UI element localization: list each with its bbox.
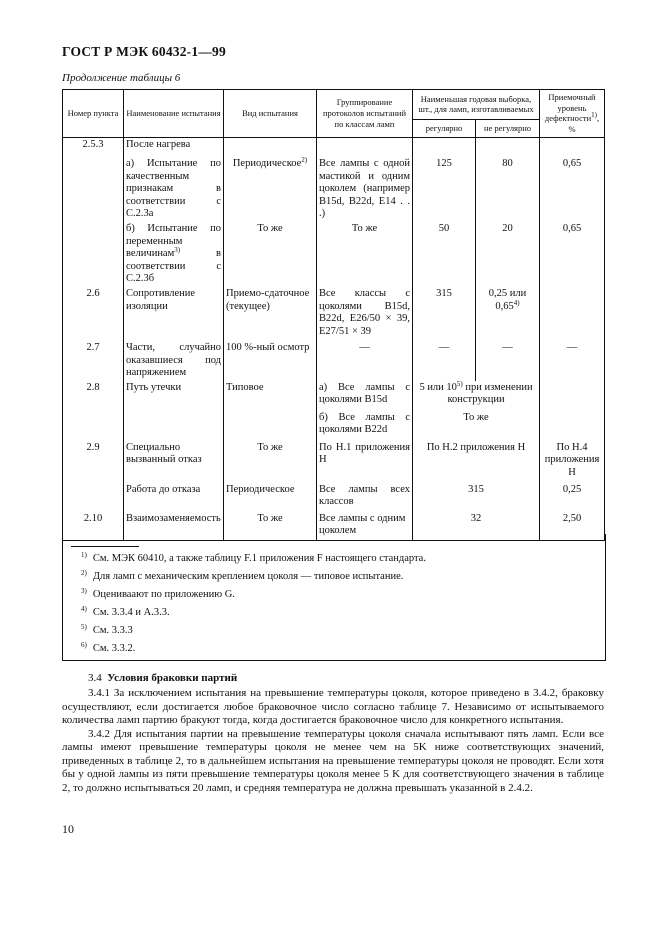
cell-test-kind [224,157,317,222]
col-header-number: Номер пункта [63,90,124,138]
table-row [63,381,605,411]
footnote-text: См. 3.3.4 и А.3.3. [92,607,170,618]
cell-test-name: Работа до отказа [124,483,224,512]
footnote-mark: 2) [301,156,308,164]
section-heading [88,672,237,686]
col-header-acceptance-level [540,90,605,138]
cell-grouping: То же [317,222,413,287]
cell-regular: 315 [413,287,476,341]
cell-test-kind: Приемо-сдаточное (текущее) [224,287,317,341]
cell-test-name: Путь утечки [124,381,224,411]
table-row [63,287,605,341]
acceptance-footnote-mark: 1) [591,111,597,120]
cell-grouping: а) Все лампы с цоколями B15d [317,381,413,411]
footnote-mark: 5) [81,623,87,631]
footnotes-box [62,534,606,661]
col-header-grouping: Группирование протоколов испытаний по классам ламп [317,90,413,138]
footnote-mark: 3) [174,246,181,255]
cell-irregular: — [476,341,540,381]
footnote-mark: 4) [81,605,87,613]
cell-regular: 50 [413,222,476,287]
cell-acceptance: — [540,341,605,381]
test-name-text: б) Испытание по переменным величинам [126,222,221,260]
sample-span-text-cont: при изменении конструкции [447,381,533,406]
col-header-test-kind: Вид испытания [224,90,317,138]
cell-number: 2.5.3 [63,137,124,157]
cell-test-name: Части, случайно оказавшиеся под напряжением [124,341,224,381]
footnote [81,589,235,600]
paragraph-3-4-1: 3.4.1 За исключением испытания на превышение температуры цоколя, которое приведено в 3.4.2, браковку осуществляют, если достигается любое браковочное число согласно таблице 7. Независимо от испытываемого количества ламп партию бракуют тогда, когда достигается браковочное число для конкретного испытания. [62,687,604,726]
test-kind-text: Периодическое [232,158,302,169]
cell-test-kind: То же [224,441,317,483]
cell-irregular [476,287,540,341]
table-row [63,222,605,287]
cell-regular: 125 [413,157,476,222]
table-row [63,483,605,512]
table-row [63,411,605,441]
cell-regular: — [413,341,476,381]
section-body [62,687,604,795]
col-header-annual-sample: Наименьшая годовая выборка, шт., для ламп, изготавливаемых [413,90,540,120]
cell-acceptance: 0,65 [540,157,605,222]
cell-grouping: Все лампы всех классов [317,483,413,512]
cell-test-name: Специально вызванный отказ [124,441,224,483]
footnote-mark: 1) [81,551,87,559]
footnote [81,553,426,564]
acceptance-unit: , % [568,113,600,134]
cell-test-name: Взаимозаменяемость [124,512,224,541]
cell-grouping: Все лампы с одним цоколем [317,512,413,541]
footnote-mark: 3) [81,587,87,595]
cell-acceptance: 2,50 [540,512,605,541]
footnote-text: См. МЭК 60410, а также таблицу F.1 приложения F настоящего стандарта. [92,553,426,564]
cell-sample-span: По Н.2 приложения Н [413,441,540,483]
section-title: Условия браковки партий [107,672,238,684]
footnote-text: См. 3.3.3 [92,625,133,636]
cell-test-name: После нагрева [124,137,224,157]
cell-irregular: 80 [476,157,540,222]
footnote-mark: 6) [81,641,87,649]
footnote-text: Оцениваают по приложению G. [92,589,235,600]
footnote-mark: 4) [513,298,520,307]
table-6 [62,89,605,541]
col-header-test-name: Наименование испытания [124,90,224,138]
footnote-text: См. 3.3.2. [92,643,136,654]
table-row [63,137,605,157]
test-name-text-cont: в соответствии с С.2.3б [126,248,221,285]
footnote [81,571,403,582]
table-row [63,441,605,483]
acceptance-level-text: Приемочный уровень дефектности [544,92,596,124]
cell-test-kind: Периодическое [224,483,317,512]
cell-number: 2.8 [63,381,124,411]
cell-number: 2.9 [63,441,124,483]
cell-test-kind: То же [224,222,317,287]
footnote-text: Для ламп с механическим креплением цоколя — типовое испытание. [92,571,404,582]
cell-sample-span: 315 [413,483,540,512]
cell-number: 2.10 [63,512,124,541]
page-number: 10 [62,822,74,836]
cell-number: 2.6 [63,287,124,341]
col-header-irregular: не регулярно [476,119,540,137]
table-row [63,341,605,381]
footnote [81,643,135,654]
cell-sample-span: 32 [413,512,540,541]
cell-test-kind: 100 %-ный осмотр [224,341,317,381]
cell-grouping: Все классы с цоколями B15d, B22d, E26/50 × 39, E27/51 × 39 [317,287,413,341]
irregular-text: 0,25 или 0,65 [488,287,527,312]
cell-test-kind: Типовое [224,381,317,411]
cell-sample-span [413,381,540,411]
table-row [63,157,605,222]
sample-span-text: 5 или 10 [419,381,457,393]
section-number: 3.4 [88,672,102,684]
cell-grouping: б) Все лампы с цоколями B22d [317,411,413,441]
standard-header: ГОСТ Р МЭК 60432-1—99 [62,44,226,59]
footnote [81,607,170,618]
cell-sample-span: То же [413,411,540,441]
cell-test-name: а) Испытание по качественным признакам в соответствии с С.2.3а [124,157,224,222]
table-continuation-caption: Продолжение таблицы 6 [62,72,181,84]
cell-irregular: 20 [476,222,540,287]
footnote-separator [71,546,139,547]
footnote [81,625,133,636]
table-header-row [63,90,605,120]
paragraph-3-4-2: 3.4.2 Для испытания партии на превышение температуры цоколя сначала испытывают пять ламп. Если все лампы имеют превышение температуры цоколя не менее чем на 5K ниже соответствующих значений, приведенных в таблице 2, то в дальнейшем испытания на превышение температуры цоколя не проводят. Если хотя бы у одной лампы из пяти превышение температуры цоколя менее 5 K для соответствующего значения в таблице 2, то должно испытываться 20 ламп, и средняя температура не должна превышать указанной в 2.4.2. [62,727,604,794]
footnote-mark: 2) [81,569,87,577]
cell-acceptance: По Н.4 приложения Н [540,441,605,483]
cell-test-name [124,222,224,287]
col-header-regular: регулярно [413,119,476,137]
cell-test-name: Сопротивление изоляции [124,287,224,341]
cell-acceptance: 0,65 [540,222,605,287]
footnote-mark: 5) [456,379,463,388]
cell-acceptance: 0,25 [540,483,605,512]
cell-grouping: — [317,341,413,381]
cell-grouping: Все лампы с одной мастикой и одним цоколем (например B15d, B22d, E14 . . .) [317,157,413,222]
cell-grouping: По Н.1 приложения Н [317,441,413,483]
cell-test-kind: То же [224,512,317,541]
cell-number: 2.7 [63,341,124,381]
